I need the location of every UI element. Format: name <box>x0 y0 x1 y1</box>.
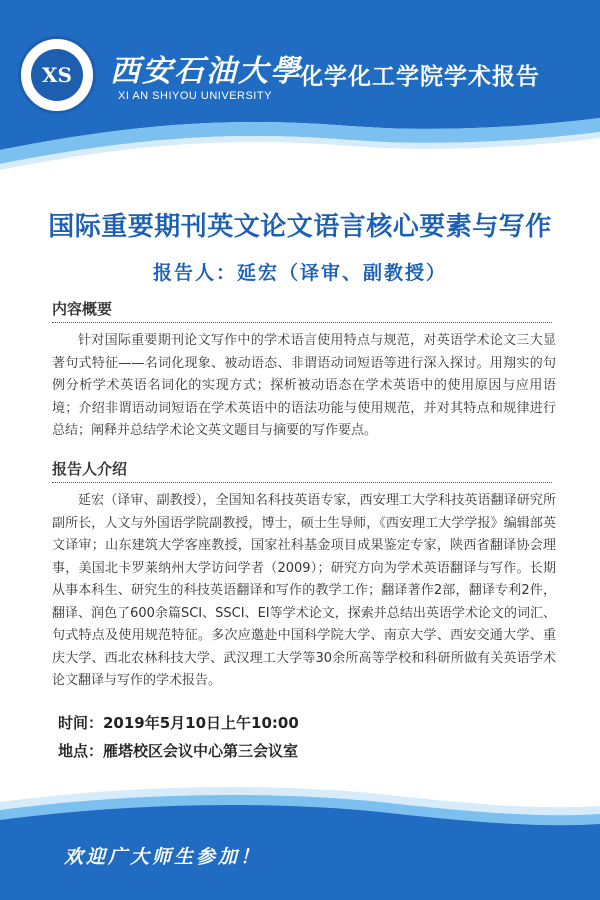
speaker-line: 报告人：延宏（译审、副教授） <box>152 262 447 284</box>
section-heading-overview: 内容概要 <box>52 300 113 318</box>
event-location: 地点：雁塔校区会议中心第三会议室 <box>58 742 299 760</box>
speaker-intro-paragraph: 延宏（译审、副教授），全国知名科技英语专家，西安理工大学科技英语翻译研究所副所长，人文与外国语学院副教授，博士，硕士生导师，《西安理工大学学报》编辑部英文译审；山东建筑大学客座教授，国家社科基金项目成果鉴定专家，陕西省翻译协会理事，美国北卡罗莱纳州大学访问学者（2009）；研究方向为学术英语翻译与写作。长期从事本科生、研究生的科技英语翻译和写作的教学工作；翻译著作2部，翻译专利2件，翻译、润色了600余篇SCI、SSCI、EI等学术论文，探索并总结出英语学术论文的词汇、句式特点及使用规范特征。多次应邀赴中国科学院大学、南京大学、西安交通大学、重庆大学、西北农林科技大学、武汉理工大学等30余所高等学校和科研所做有关英语学术论文翻译与写作的学术报告。 <box>52 493 556 688</box>
logo-mark: XS <box>31 49 83 101</box>
university-name-cn: 西安石油大學 <box>110 54 302 89</box>
lecture-title: 国际重要期刊英文论文语言核心要素与写作 <box>48 212 552 242</box>
university-logo <box>18 36 96 114</box>
section-heading-speaker: 报告人介绍 <box>52 460 128 478</box>
header-title: 化学化工学院学术报告 <box>300 64 540 90</box>
overview-paragraph: 针对国际重要期刊论文写作中的学术语言使用特点与规范，对英语学术论文三大显著句式特征——名词化现象、被动语态、非谓语动词短语等进行深入探讨。用翔实的句例分析学术英语名词化的实现方式；探析被动语态在学术英语中的使用原因与应用语境；介绍非谓语动词短语在学术英语中的语法功能与使用规范，并对其特点和规律进行总结；阐释并总结学术论文英文题目与摘要的写作要点。 <box>52 333 556 438</box>
header-banner <box>0 0 600 180</box>
section-divider <box>52 482 552 483</box>
section-divider <box>52 322 552 323</box>
welcome-text: 欢迎广大师生参加！ <box>64 846 263 868</box>
event-time: 时间：2019年5月10日上午10:00 <box>58 714 299 732</box>
university-name-en: XI AN SHIYOU UNIVERSITY <box>118 90 272 102</box>
footer-wave-graphic <box>0 780 600 900</box>
footer-banner <box>0 780 600 900</box>
